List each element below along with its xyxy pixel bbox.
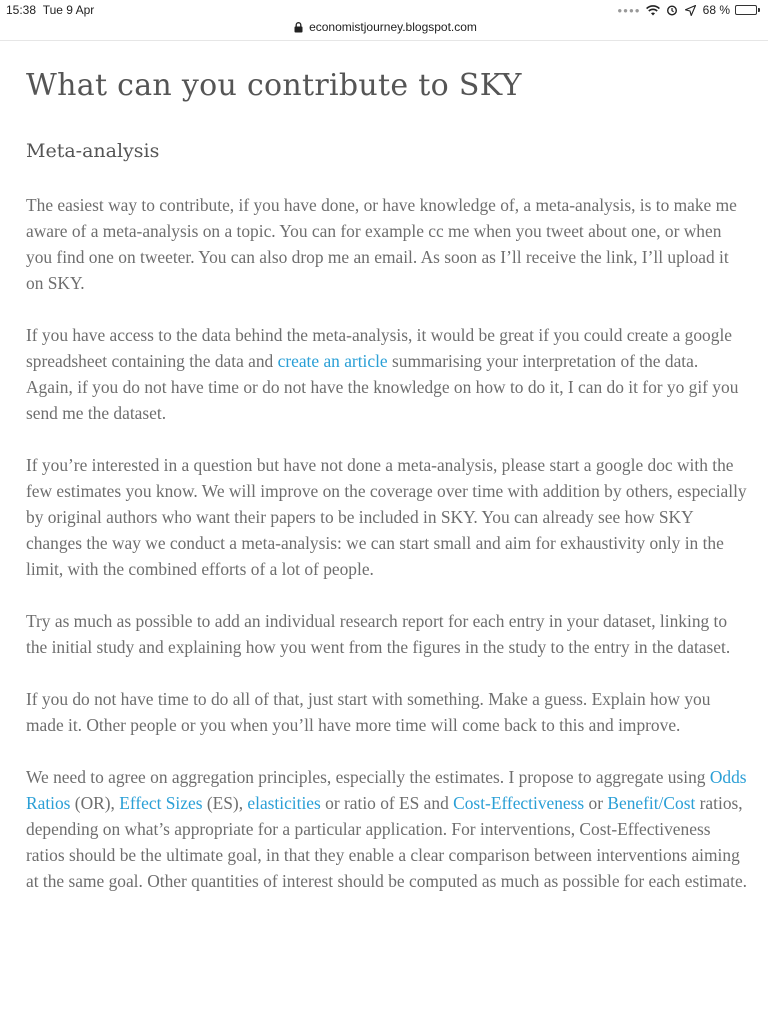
paragraph-6-text-e: or — [584, 793, 608, 813]
battery-icon — [735, 5, 760, 15]
effect-sizes-link[interactable]: Effect Sizes — [119, 793, 203, 813]
url-text[interactable]: economistjourney.blogspot.com — [309, 20, 477, 34]
signal-dots-icon: ●●●● — [617, 5, 641, 15]
paragraph-3: If you’re interested in a question but have not done a meta-analysis, please start a google doc with the few estimates you know. We will improve on the coverage over time with addition by others, especially by original authors who want their papers to be included in SKY. You can already see how SKY changes the way we conduct a meta-analysis: we can start small and aim for exhaustivity only in the limit, with the combined efforts of a lot of people. — [26, 455, 747, 579]
alarm-icon — [665, 3, 679, 17]
status-date: Tue 9 Apr — [42, 3, 95, 17]
status-bar — [0, 0, 768, 20]
odds-ratios-link[interactable]: Odds Ratios — [26, 767, 747, 813]
paragraph-5: If you do not have time to do all of that, just start with something. Make a guess. Explain how you made it. Other people or you when you’ll have more time will come back to this and improve. — [26, 689, 711, 735]
status-time — [6, 3, 94, 17]
battery-percent: 68 % — [702, 3, 730, 17]
address-bar[interactable] — [0, 18, 768, 36]
paragraph-6-text-c: (ES), — [202, 793, 248, 813]
status-clock: 15:38 — [6, 3, 37, 17]
paragraph-2-text-a: If you have access to the data behind the meta-analysis, it would be great if you could create a google spreadsheet containing the data and — [26, 325, 732, 371]
paragraph-6-text-d: or ratio of ES and — [320, 793, 454, 813]
section-heading: Meta-analysis — [26, 140, 160, 162]
paragraph-1: The easiest way to contribute, if you have done, or have knowledge of, a meta-analysis, is to make me aware of a meta-analysis on a topic. You can for example cc me when you tweet about one, or when you find one on tweeter. You can also drop me an email. As soon as I’ll receive the link, I’ll upload it on SKY. — [26, 195, 737, 293]
create-article-link[interactable]: create an article — [277, 351, 388, 371]
wifi-icon — [646, 3, 660, 17]
paragraph-6-text-b: (OR), — [70, 793, 120, 813]
paragraph-2 — [26, 322, 748, 426]
elasticities-link[interactable]: elasticities — [247, 793, 321, 813]
benefit-cost-link[interactable]: Benefit/Cost — [607, 793, 696, 813]
paragraph-6-text-a: We need to agree on aggregation principles, especially the estimates. I propose to aggregate using — [26, 767, 710, 787]
paragraph-6-text-f: ratios, depending on what’s appropriate for a particular application. For interventions, Cost-Effectiveness ratios should be the ultimate goal, in that they enable a clear comparison between interventions aiming at the same goal. Other quantities of interest should be computed as much as possible for each estimate. — [26, 793, 748, 891]
paragraph-2-text-b: summarising your interpretation of the data. Again, if you do not have time or do not have the knowledge on how to do it, I can do it for yo gif you send me the dataset. — [26, 351, 739, 423]
status-indicators — [617, 3, 760, 17]
article-title: What can you contribute to SKY — [26, 68, 522, 103]
paragraph-6 — [26, 764, 748, 894]
paragraph-4: Try as much as possible to add an individual research report for each entry in your dataset, linking to the initial study and explaining how you went from the figures in the study to the entry in the dataset. — [26, 611, 731, 657]
article — [26, 60, 748, 894]
location-icon — [684, 3, 698, 17]
page-divider — [0, 40, 768, 41]
cost-effectiveness-link[interactable]: Cost-Effectiveness — [453, 793, 585, 813]
lock-icon — [291, 20, 305, 34]
